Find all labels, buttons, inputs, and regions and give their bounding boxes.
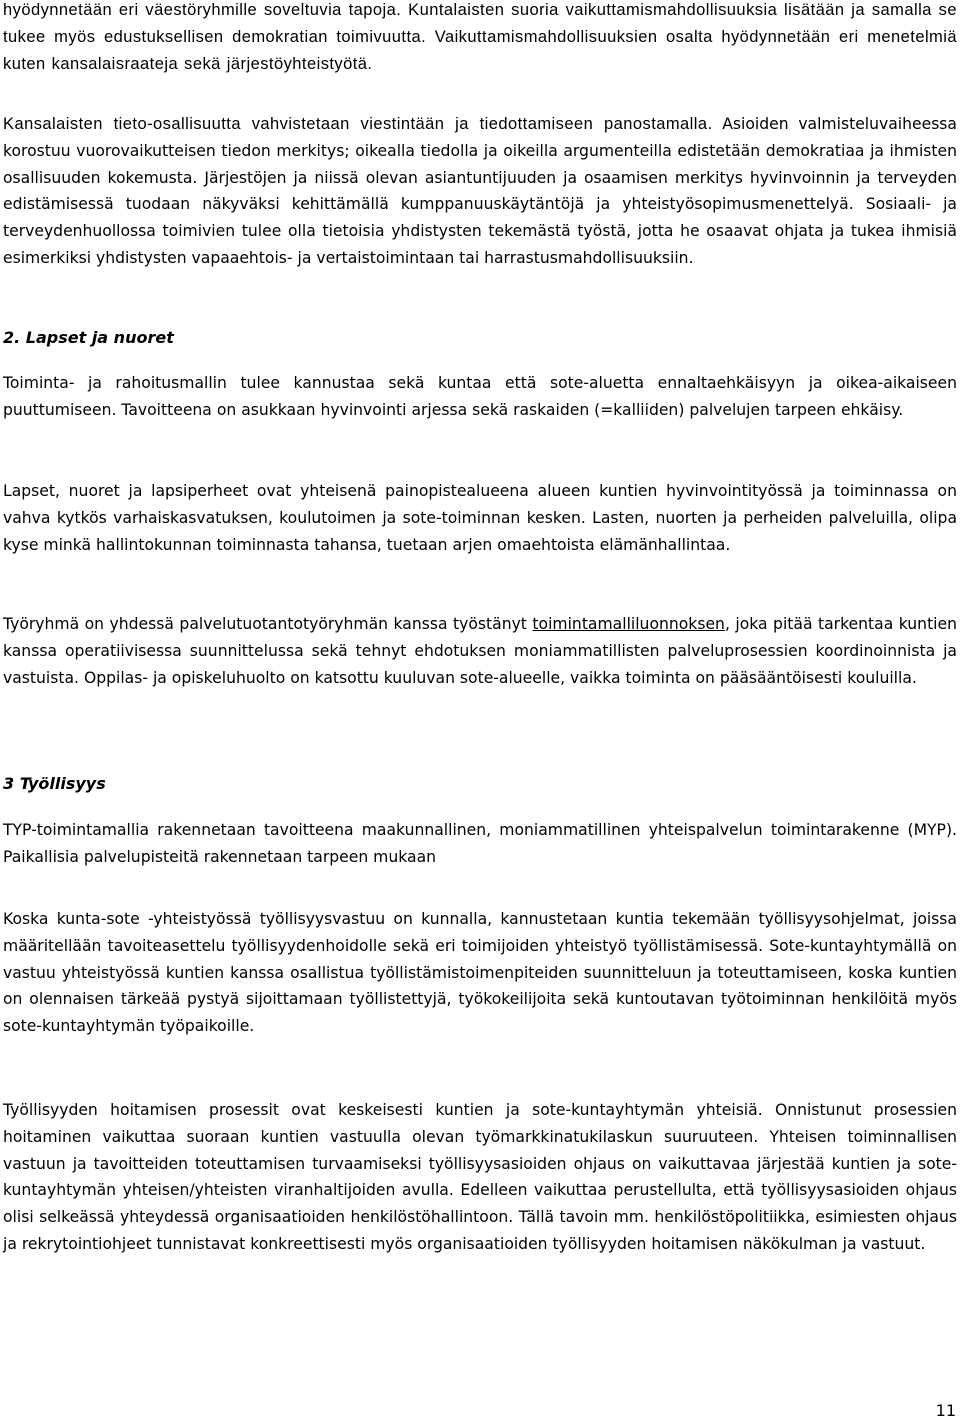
paragraph-typ-model: TYP-toimintamallia rakennetaan tavoitteena maakunnallinen, moniammatillinen yhteispalvelun toimintarakenne (MYP). Paikallisia palvelupisteitä rakennetaan tarpeen mukaan: [3, 821, 957, 866]
section-heading-employment: 3 Työllisyys: [3, 774, 106, 793]
paragraph-families: Lapset, nuoret ja lapsiperheet ovat yhteisenä painopistealueena alueen kuntien hyvinvointityössä ja toiminnassa on vahva kytkös varhaiskasvatuksen, koulutoimen ja sote-toiminnan kesken. Lasten, nuorten ja perheiden palveluilla, olipa kyse minkä hallintokunnan toiminnasta tahansa, tuetaan arjen omaehtoista elämänhallintaa.: [3, 482, 957, 554]
paragraph-working-group: [3, 611, 957, 691]
paragraph-employment-processes: Työllisyyden hoitamisen prosessit ovat keskeisesti kuntien ja sote-kuntayhtymän yhteisiä. Onnistunut prosessien hoitaminen vaikuttaa suoraan kuntien vastuulla olevan työmarkkinatukilaskun suuruuteen. Yhteisen toiminnallisen vastuun ja tavoitteiden toteuttamisen turvaamiseksi työllisyysasioiden ohjaus on vaikuttavaa järjestää kuntien ja sote-kuntayhtymän yhteisen/yhteisten viranhaltijoiden avulla. Edelleen vaikuttaa perustellulta, että työllisyysasioiden ohjaus olisi selkeässä yhteydessä organisaatioiden henkilöstöhallintoon. Tällä tavoin mm. henkilöstöpolitiikka, esimiesten ohjaus ja rekrytointiohjeet tunnistavat konkreettisesti myös organisaatioiden työllisyyden hoitamisen näkökulman ja vastuut.: [3, 1101, 957, 1253]
paragraph-information-participation-lead: Kansalaisten tieto-osallisuutta vahvistetaan viestintään ja tiedottamiseen panostamalla.: [3, 115, 713, 133]
section-heading-children-youth: 2. Lapset ja nuoret: [3, 328, 174, 347]
paragraph-employment-responsibility: Koska kunta-sote -yhteistyössä työllisyysvastuu on kunnalla, kannustetaan kuntia tekemään työllisyysohjelmat, joissa määritellään tavoiteasettelu työllisyydenhoidolle sekä eri toimijoiden yhteistyö työllistämisessä. Sote-kuntayhtymällä on vastuu yhteistyössä kuntien kanssa osallistua työllistämistoimenpiteiden suunnitteluun ja toteuttamiseen, koska kuntien on olennaisen tärkeää pystyä sijoittamaan työllistettyjä, työkokeilijoita sekä kuntoutavan työtoiminnan henkilöitä myös sote-kuntayhtymän työpaikoille.: [3, 910, 957, 1036]
paragraph-working-group-start: Työryhmä on yhdessä palvelutuotantotyöryhmän kanssa työstänyt: [3, 615, 533, 633]
paragraph-information-participation-body: Asioiden valmisteluvaiheessa korostuu vuorovaikutteisen tiedon merkitys; oikealla tiedolla ja oikeilla argumenteilla edistetään demokratiaa ja ihmisten osallisuuden kokemusta. Järjestöjen ja niissä olevan asiantuntijuuden ja osaamisen merkitys hyvinvoinnin ja terveyden edistämisessä tuodaan näkyväksi kehittämällä kumppanuuskäytäntöjä ja yhteistyösopimusmenettelyä. Sosiaali- ja terveydenhuollossa toimivien tulee olla tietoisia yhdistysten tekemästä työstä, jotta he osaavat ohjata ja tukea ihmisiä esimerkiksi yhdistysten vapaaehtois- ja vertaistoimintaan tai harrastusmahdollisuuksiin.: [3, 115, 957, 267]
paragraph-funding-model: Toiminta- ja rahoitusmallin tulee kannustaa sekä kuntaa että sote-aluetta ennaltaehkäisyyn ja oikea-aikaiseen puuttumiseen. Tavoitteena on asukkaan hyvinvointi arjessa sekä raskaiden (=kalliiden) palvelujen tarpeen ehkäisy.: [3, 374, 957, 419]
paragraph-participation: hyödynnetään eri väestöryhmille soveltuvia tapoja. Kuntalaisten suoria vaikuttamismahdollisuuksia lisätään ja samalla se tukee myös edustuksellisen demokratian toimivuutta. Vaikuttamismahdollisuuksien osalta hyödynnetään eri menetelmiä kuten kansalaisraateja sekä järjestöyhteistyötä.: [3, 1, 957, 73]
paragraph-information-participation: [3, 111, 957, 272]
page-number: 11: [935, 1401, 956, 1420]
operating-model-draft-link[interactable]: toimintamalliluonnoksen: [532, 615, 725, 633]
paragraph-working-group-end: , joka pitää tarkentaa kuntien kanssa operatiivisessa suunnittelussa sekä tehnyt ehdotuksen moniammatillisten palveluprosessien koordinoinnista ja vastuista. Oppilas- ja opiskeluhuolto on katsottu kuuluvan sote-alueelle, vaikka toiminta on pääsääntöisesti kouluilla.: [3, 615, 957, 687]
